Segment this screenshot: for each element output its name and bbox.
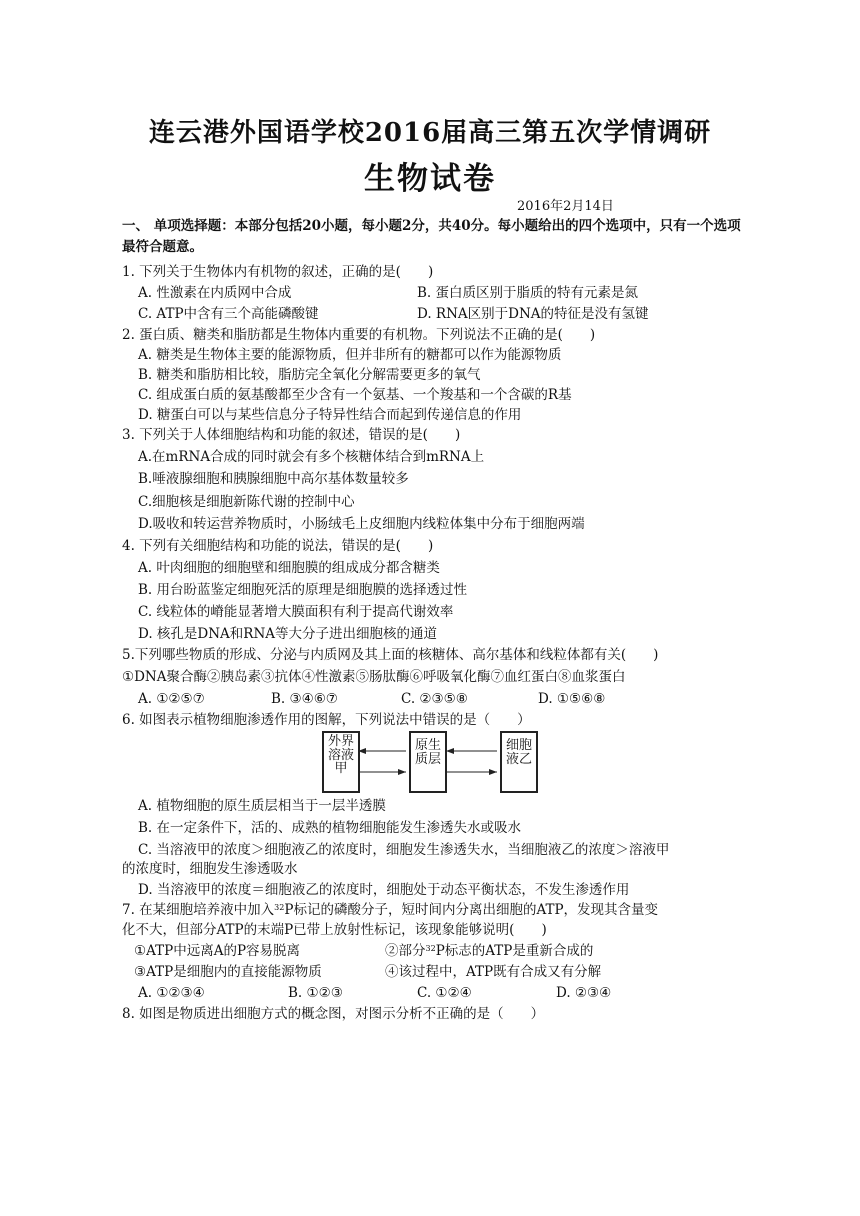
protoplast-layer-box <box>409 731 447 793</box>
q6-option-b: B. 在一定条件下，活的、成熟的植物细胞能发生渗透失水或吸水 <box>138 820 522 836</box>
q6-option-c-line1: C. 当溶液甲的浓度＞细胞液乙的浓度时，细胞发生渗透失水，当细胞液乙的浓度＞溶液甲 <box>138 842 670 858</box>
q7-stem-line1 <box>122 900 658 920</box>
q6-option-a: A. 植物细胞的原生质层相当于一层半透膜 <box>138 798 386 814</box>
q7-stem-line2: 化不大，但部分ATP的末端P已带上放射性标记，该现象能够说明( ) <box>122 922 547 938</box>
q2-option-c: C. 组成蛋白质的氨基酸都至少含有一个氨基、一个羧基和一个含碳的R基 <box>138 387 572 403</box>
q5-option-a: A. ①②⑤⑦ <box>138 691 205 707</box>
exam-date: 2016年2月14日 <box>517 199 614 214</box>
q3-option-c: C.细胞核是细胞新陈代谢的控制中心 <box>138 494 355 510</box>
q4-option-b: B. 用台盼蓝鉴定细胞死活的原理是细胞膜的选择透过性 <box>138 582 468 598</box>
q7-option-a: A. ①②③④ <box>138 985 205 1001</box>
outer-solution-box <box>322 731 360 793</box>
q5-option-b: B. ③④⑥⑦ <box>271 691 338 707</box>
q7-isotope-mass: 32 <box>274 903 285 912</box>
q7-statement-2-part1: ②部分 <box>385 943 426 959</box>
q7-stem-part2: P标记的磷酸分子，短时间内分离出细胞的ATP，发现其含量变 <box>284 902 659 918</box>
q1-stem: 1. 下列关于生物体内有机物的叙述，正确的是( ) <box>122 264 434 280</box>
q5-items: ①DNA聚合酶②胰岛素③抗体④性激素⑤肠肽酶⑥呼吸氧化酶⑦血红蛋白⑧血浆蛋白 <box>122 669 626 685</box>
q5-option-c: C. ②③⑤⑧ <box>401 691 468 707</box>
paper-title: 生物试卷 <box>364 161 496 197</box>
q7-statement-3: ③ATP是细胞内的直接能源物质 <box>134 964 322 980</box>
q7-option-b: B. ①②③ <box>288 985 343 1001</box>
q2-option-d: D. 糖蛋白可以与某些信息分子特异性结合而起到传递信息的作用 <box>138 407 522 423</box>
q1-option-a: A. 性激素在内质网中合成 <box>138 285 292 301</box>
q1-option-b: B. 蛋白质区别于脂质的特有元素是氮 <box>417 285 639 301</box>
section-heading: 一、 单项选择题：本部分包括20小题，每小题2分，共40分。每小题给出的四个选项中，只有一个选项最符合题意。 <box>122 218 741 255</box>
q7-statement-1: ①ATP中远离A的P容易脱离 <box>134 943 301 959</box>
q6-option-d: D. 当溶液甲的浓度＝细胞液乙的浓度时，细胞处于动态平衡状态，不发生渗透作用 <box>138 882 630 898</box>
q3-stem: 3. 下列关于人体细胞结构和功能的叙述，错误的是( ) <box>122 427 461 443</box>
q1-option-c: C. ATP中含有三个高能磷酸键 <box>138 306 319 322</box>
q3-option-a: A.在mRNA合成的同时就会有多个核糖体结合到mRNA上 <box>138 449 485 465</box>
q7-option-d: D. ②③④ <box>556 985 612 1001</box>
outer-solution-label: 外界溶液甲 <box>327 734 354 776</box>
q7-statement-2-isotope: 32 <box>425 944 436 953</box>
q4-option-c: C. 线粒体的嵴能显著增大膜面积有利于提高代谢效率 <box>138 604 454 620</box>
q7-stem-part1: 7. 在某细胞培养液中加入 <box>122 902 275 918</box>
school-title: 连云港外国语学校2016届高三第五次学情调研 <box>148 118 712 148</box>
q3-option-d: D.吸收和转运营养物质时，小肠绒毛上皮细胞内线粒体集中分布于细胞两端 <box>138 516 585 532</box>
q4-option-d: D. 核孔是DNA和RNA等大分子进出细胞核的通道 <box>138 626 438 642</box>
q8-stem: 8. 如图是物质进出细胞方式的概念图，对图示分析不正确的是（ ） <box>122 1006 545 1022</box>
q7-statement-2 <box>385 941 593 961</box>
q4-option-a: A. 叶肉细胞的细胞壁和细胞膜的组成成分都含糖类 <box>138 560 440 576</box>
q7-statement-2-part2: P标志的ATP是重新合成的 <box>435 943 594 959</box>
cell-sap-box <box>500 731 538 793</box>
cell-sap-label: 细胞液乙 <box>505 738 532 767</box>
q4-stem: 4. 下列有关细胞结构和功能的说法，错误的是( ) <box>122 538 434 554</box>
q2-option-b: B. 糖类和脂肪相比较，脂肪完全氧化分解需要更多的氧气 <box>138 367 481 383</box>
q6-stem: 6. 如图表示植物细胞渗透作用的图解，下列说法中错误的是（ ） <box>122 712 531 728</box>
osmosis-diagram <box>320 728 546 794</box>
q3-option-b: B.唾液腺细胞和胰腺细胞中高尔基体数量较多 <box>138 471 409 487</box>
q5-stem: 5.下列哪些物质的形成、分泌与内质网及其上面的核糖体、高尔基体和线粒体都有关( ) <box>122 647 659 663</box>
q6-option-c-line2: 的浓度时，细胞发生渗透吸水 <box>122 861 298 877</box>
q5-option-d: D. ①⑤⑥⑧ <box>538 691 606 707</box>
q7-option-c: C. ①②④ <box>417 985 472 1001</box>
q2-option-a: A. 糖类是生物体主要的能源物质，但并非所有的糖都可以作为能源物质 <box>138 347 562 363</box>
q2-stem: 2. 蛋白质、糖类和脂肪都是生物体内重要的有机物。下列说法不正确的是( ) <box>122 327 596 343</box>
q1-option-d: D. RNA区别于DNA的特征是没有氢键 <box>417 306 649 322</box>
protoplast-layer-label: 原生质层 <box>414 738 441 767</box>
q7-statement-4: ④该过程中，ATP既有合成又有分解 <box>385 964 602 980</box>
